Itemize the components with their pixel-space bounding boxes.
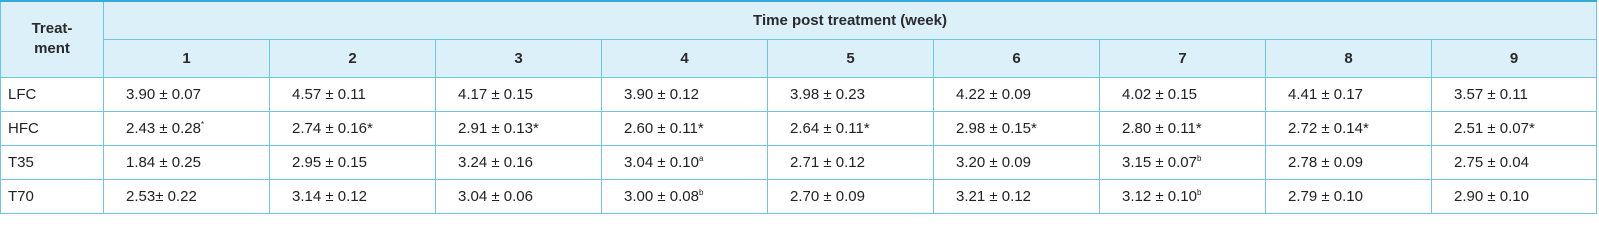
- table-cell: [436, 77, 602, 111]
- table-row: [1, 111, 1597, 145]
- cell-value: 3.12 ± 0.10: [1122, 187, 1197, 205]
- header-row-group: [1, 1, 1597, 39]
- table-cell: [1432, 111, 1597, 145]
- week-header-7: 7: [1100, 39, 1266, 77]
- cell-value: 2.53± 0.22: [126, 187, 197, 205]
- cell-value: 2.75 ± 0.04: [1454, 153, 1529, 171]
- table-cell: [436, 145, 602, 179]
- cell-value: 2.80 ± 0.11*: [1122, 119, 1202, 137]
- cell-value: 4.02 ± 0.15: [1122, 85, 1197, 103]
- table-cell: [270, 111, 436, 145]
- table-cell: [104, 179, 270, 213]
- table-cell: [1266, 77, 1432, 111]
- corner-label-line1: Treat-: [31, 20, 73, 38]
- table-cell: [768, 145, 934, 179]
- cell-value: 3.04 ± 0.06: [458, 187, 533, 205]
- row-label: T35: [1, 145, 104, 179]
- cell-value: 3.15 ± 0.07: [1122, 153, 1197, 171]
- cell-value: 2.51 ± 0.07*: [1454, 119, 1535, 137]
- corner-label-line2: ment: [34, 40, 70, 58]
- table-cell: [768, 77, 934, 111]
- cell-value: 2.60 ± 0.11*: [624, 119, 704, 137]
- cell-value: 1.84 ± 0.25: [126, 153, 201, 171]
- cell-superscript: b: [1196, 187, 1202, 197]
- table-cell: [602, 179, 768, 213]
- table-cell: [1100, 179, 1266, 213]
- table-cell: [436, 179, 602, 213]
- table-cell: [934, 145, 1100, 179]
- cell-value: 4.22 ± 0.09: [956, 85, 1031, 103]
- table-cell: [1432, 145, 1597, 179]
- cell-value: 2.91 ± 0.13*: [458, 119, 539, 137]
- table-cell: [1266, 179, 1432, 213]
- cell-value: 2.98 ± 0.15*: [956, 119, 1037, 137]
- cell-value: 2.72 ± 0.14*: [1288, 119, 1369, 137]
- week-header-6: 6: [934, 39, 1100, 77]
- table-row: [1, 179, 1597, 213]
- cell-value: 4.17 ± 0.15: [458, 85, 533, 103]
- table-cell: [602, 145, 768, 179]
- table-cell: [1432, 179, 1597, 213]
- table-cell: [934, 111, 1100, 145]
- table-cell: [768, 179, 934, 213]
- table-body: [1, 77, 1597, 213]
- table-row: [1, 77, 1597, 111]
- week-header-3: 3: [436, 39, 602, 77]
- table-cell: [1100, 145, 1266, 179]
- week-header-4: 4: [602, 39, 768, 77]
- cell-value: 4.41 ± 0.17: [1288, 85, 1363, 103]
- table-cell: [270, 179, 436, 213]
- table-cell: [602, 77, 768, 111]
- table-cell: [602, 111, 768, 145]
- cell-value: 3.90 ± 0.12: [624, 85, 699, 103]
- cell-superscript: b: [698, 187, 704, 197]
- cell-value: 2.43 ± 0.28: [126, 119, 201, 137]
- table-cell: [270, 77, 436, 111]
- cell-value: 3.24 ± 0.16: [458, 153, 533, 171]
- table-cell: [1432, 77, 1597, 111]
- cell-value: 3.21 ± 0.12: [956, 187, 1031, 205]
- cell-value: 2.70 ± 0.09: [790, 187, 865, 205]
- row-label: T70: [1, 179, 104, 213]
- table-cell: [104, 145, 270, 179]
- cell-value: 3.14 ± 0.12: [292, 187, 367, 205]
- treatment-column-header: [1, 1, 104, 77]
- time-group-header: Time post treatment (week): [104, 1, 1597, 39]
- table-cell: [1266, 111, 1432, 145]
- cell-value: 3.00 ± 0.08: [624, 187, 699, 205]
- header-row-weeks: [1, 39, 1597, 77]
- cell-value: 2.74 ± 0.16*: [292, 119, 373, 137]
- cell-value: 2.78 ± 0.09: [1288, 153, 1363, 171]
- table-cell: [104, 77, 270, 111]
- cell-value: 3.98 ± 0.23: [790, 85, 865, 103]
- cell-value: 2.79 ± 0.10: [1288, 187, 1363, 205]
- table-cell: [934, 77, 1100, 111]
- table-cell: [1100, 111, 1266, 145]
- week-header-8: 8: [1266, 39, 1432, 77]
- cell-value: 3.04 ± 0.10: [624, 153, 699, 171]
- table-cell: [1100, 77, 1266, 111]
- row-label: HFC: [1, 111, 104, 145]
- cell-superscript: b: [1196, 153, 1202, 163]
- table-cell: [104, 111, 270, 145]
- cell-value: 2.90 ± 0.10: [1454, 187, 1529, 205]
- cell-superscript: *: [200, 119, 205, 129]
- week-header-2: 2: [270, 39, 436, 77]
- cell-value: 4.57 ± 0.11: [292, 85, 366, 103]
- cell-value: 2.64 ± 0.11*: [790, 119, 870, 137]
- week-header-1: 1: [104, 39, 270, 77]
- table-cell: [1266, 145, 1432, 179]
- cell-value: 2.95 ± 0.15: [292, 153, 367, 171]
- table-cell: [270, 145, 436, 179]
- week-header-9: 9: [1432, 39, 1597, 77]
- cell-value: 2.71 ± 0.12: [790, 153, 865, 171]
- table-cell: [934, 179, 1100, 213]
- cell-value: 3.90 ± 0.07: [126, 85, 201, 103]
- cell-value: 3.20 ± 0.09: [956, 153, 1031, 171]
- week-header-5: 5: [768, 39, 934, 77]
- table-cell: [436, 111, 602, 145]
- row-label: LFC: [1, 77, 104, 111]
- table-row: [1, 145, 1597, 179]
- cell-value: 3.57 ± 0.11: [1454, 85, 1528, 103]
- table-cell: [768, 111, 934, 145]
- cell-superscript: a: [698, 153, 704, 163]
